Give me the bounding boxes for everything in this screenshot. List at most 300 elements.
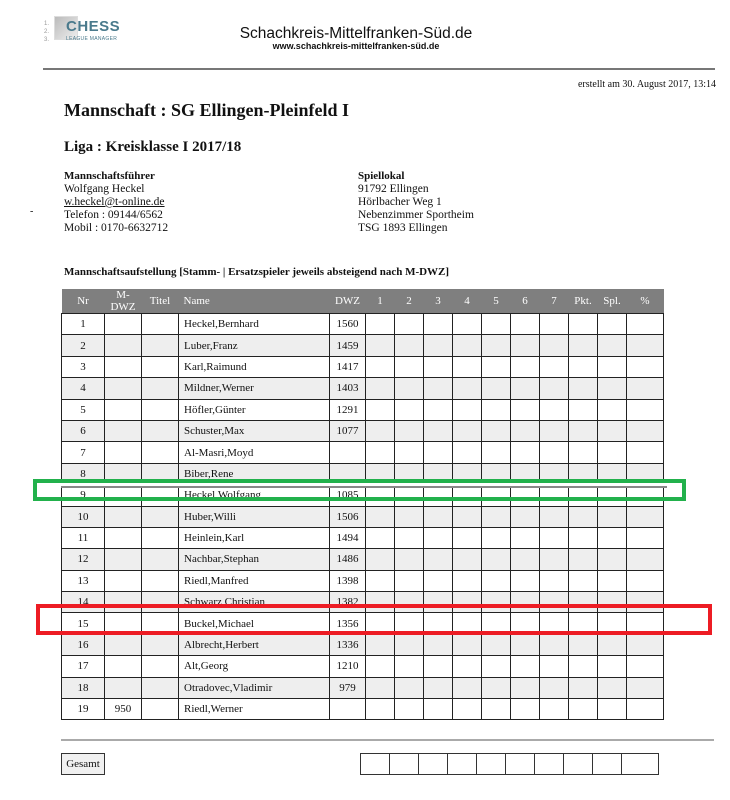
player-mdwz: [105, 570, 142, 591]
round-result-cell: [540, 634, 569, 655]
player-dwz: 1560: [330, 314, 366, 335]
round-result-cell: [395, 656, 424, 677]
round-result-cell: [540, 442, 569, 463]
table-row: [62, 527, 664, 548]
round-result-cell: [395, 378, 424, 399]
percent-cell: [627, 314, 664, 335]
round-result-cell: [366, 549, 395, 570]
round-result-cell: [366, 356, 395, 377]
round-result-cell: [395, 570, 424, 591]
col-round-7: 7: [540, 289, 569, 314]
round-result-cell: [482, 399, 511, 420]
player-dwz: 1077: [330, 420, 366, 441]
col-mdwz: M-DWZ: [105, 289, 142, 314]
table-row: [62, 399, 664, 420]
round-result-cell: [540, 506, 569, 527]
round-result-cell: [366, 506, 395, 527]
points-cell: [569, 570, 598, 591]
player-mdwz: [105, 378, 142, 399]
percent-cell: [627, 527, 664, 548]
player-mdwz: [105, 634, 142, 655]
player-title: [142, 570, 179, 591]
percent-cell: [627, 506, 664, 527]
table-row: [62, 656, 664, 677]
round-result-cell: [540, 527, 569, 548]
games-cell: [598, 634, 627, 655]
points-cell: [569, 677, 598, 698]
player-mdwz: [105, 335, 142, 356]
round-result-cell: [366, 677, 395, 698]
player-dwz: 979: [330, 677, 366, 698]
player-mdwz: [105, 399, 142, 420]
col-points: Pkt.: [569, 289, 598, 314]
captain-info: [64, 170, 168, 235]
round-result-cell: [453, 634, 482, 655]
col-round-3: 3: [424, 289, 453, 314]
percent-cell: [627, 442, 664, 463]
player-name: Schwarz,Christian: [179, 592, 330, 613]
round-result-cell: [424, 420, 453, 441]
points-cell: [569, 527, 598, 548]
player-title: [142, 699, 179, 720]
total-cell: [534, 753, 564, 775]
round-result-cell: [482, 506, 511, 527]
table-row: [62, 378, 664, 399]
round-result-cell: [424, 442, 453, 463]
round-result-cell: [424, 335, 453, 356]
player-name: Höfler,Günter: [179, 399, 330, 420]
round-result-cell: [453, 677, 482, 698]
logo-numbers: [44, 20, 49, 44]
player-dwz: 1417: [330, 356, 366, 377]
round-result-cell: [424, 399, 453, 420]
round-result-cell: [511, 506, 540, 527]
player-name: Alt,Georg: [179, 656, 330, 677]
points-cell: [569, 378, 598, 399]
player-name: Otradovec,Vladimir: [179, 677, 330, 698]
round-result-cell: [395, 399, 424, 420]
logo-num: 1.: [44, 21, 50, 27]
points-cell: [569, 314, 598, 335]
round-result-cell: [511, 549, 540, 570]
round-result-cell: [511, 399, 540, 420]
logo-subtext: LEAGUE MANAGER: [66, 36, 118, 42]
player-nr: 15: [62, 613, 105, 634]
round-result-cell: [511, 656, 540, 677]
points-cell: [569, 506, 598, 527]
games-cell: [598, 442, 627, 463]
round-result-cell: [453, 527, 482, 548]
col-games: Spl.: [598, 289, 627, 314]
player-nr: 9: [62, 485, 105, 506]
total-cell: [389, 753, 419, 775]
player-nr: 4: [62, 378, 105, 399]
round-result-cell: [424, 356, 453, 377]
captain-label: Mannschaftsführer: [64, 170, 155, 182]
round-result-cell: [511, 527, 540, 548]
round-result-cell: [482, 677, 511, 698]
logo-num: 3.: [44, 37, 50, 43]
total-cell: [621, 753, 659, 775]
round-result-cell: [424, 378, 453, 399]
round-result-cell: [395, 420, 424, 441]
percent-cell: [627, 570, 664, 591]
player-mdwz: 950: [105, 699, 142, 720]
player-nr: 8: [62, 463, 105, 484]
venue-label: Spiellokal: [358, 170, 405, 182]
captain-email-link[interactable]: w.heckel@t-online.de: [64, 196, 165, 208]
col-percent: %: [627, 289, 664, 314]
points-cell: [569, 442, 598, 463]
player-nr: 13: [62, 570, 105, 591]
col-round-5: 5: [482, 289, 511, 314]
round-result-cell: [366, 527, 395, 548]
table-row: [62, 634, 664, 655]
total-cell: [447, 753, 477, 775]
player-name: Mildner,Werner: [179, 378, 330, 399]
round-result-cell: [453, 399, 482, 420]
lineup-section-title: Mannschaftsaufstellung [Stamm- | Ersatzspieler jeweils absteigend nach M-DWZ]: [64, 266, 450, 278]
round-result-cell: [511, 570, 540, 591]
round-result-cell: [540, 677, 569, 698]
table-row: [62, 420, 664, 441]
captain-name: Wolfgang Heckel: [64, 183, 145, 195]
logo-num: 2.: [44, 29, 50, 35]
round-result-cell: [395, 314, 424, 335]
player-title: [142, 442, 179, 463]
player-dwz: 1336: [330, 634, 366, 655]
round-result-cell: [540, 699, 569, 720]
venue-info: [358, 170, 474, 235]
col-round-6: 6: [511, 289, 540, 314]
percent-cell: [627, 699, 664, 720]
round-result-cell: [540, 356, 569, 377]
footer-divider: [61, 739, 714, 741]
round-result-cell: [511, 442, 540, 463]
percent-cell: [627, 656, 664, 677]
round-result-cell: [482, 335, 511, 356]
round-result-cell: [366, 699, 395, 720]
round-result-cell: [540, 549, 569, 570]
round-result-cell: [424, 527, 453, 548]
player-nr: 7: [62, 442, 105, 463]
games-cell: [598, 356, 627, 377]
player-nr: 17: [62, 656, 105, 677]
player-mdwz: [105, 420, 142, 441]
table-row: [62, 506, 664, 527]
total-cell: [563, 753, 593, 775]
total-cell: [418, 753, 448, 775]
round-result-cell: [395, 442, 424, 463]
round-result-cell: [540, 378, 569, 399]
total-label: Gesamt: [61, 753, 105, 775]
points-cell: [569, 699, 598, 720]
total-cell: [360, 753, 390, 775]
player-name: Heckel,Wolfgang: [179, 485, 330, 506]
round-result-cell: [482, 314, 511, 335]
player-dwz: [330, 699, 366, 720]
round-result-cell: [540, 399, 569, 420]
round-result-cell: [482, 699, 511, 720]
round-result-cell: [424, 656, 453, 677]
round-result-cell: [366, 335, 395, 356]
player-name: Riedl,Manfred: [179, 570, 330, 591]
round-result-cell: [453, 656, 482, 677]
player-nr: 16: [62, 634, 105, 655]
round-result-cell: [395, 549, 424, 570]
round-result-cell: [395, 677, 424, 698]
player-mdwz: [105, 442, 142, 463]
table-row: [62, 335, 664, 356]
player-nr: 14: [62, 592, 105, 613]
round-result-cell: [511, 634, 540, 655]
player-title: [142, 335, 179, 356]
player-nr: 10: [62, 506, 105, 527]
player-nr: 1: [62, 314, 105, 335]
games-cell: [598, 314, 627, 335]
round-result-cell: [453, 570, 482, 591]
player-title: [142, 378, 179, 399]
games-cell: [598, 506, 627, 527]
round-result-cell: [366, 570, 395, 591]
percent-cell: [627, 356, 664, 377]
player-dwz: 1291: [330, 399, 366, 420]
round-result-cell: [366, 399, 395, 420]
round-result-cell: [453, 356, 482, 377]
round-result-cell: [424, 314, 453, 335]
percent-cell: [627, 677, 664, 698]
points-cell: [569, 549, 598, 570]
table-row: [62, 570, 664, 591]
total-cell: [476, 753, 506, 775]
round-result-cell: [511, 420, 540, 441]
games-cell: [598, 656, 627, 677]
captain-mobile: Mobil : 0170-6632712: [64, 222, 169, 234]
player-mdwz: [105, 527, 142, 548]
player-title: [142, 399, 179, 420]
round-result-cell: [453, 506, 482, 527]
player-dwz: 1506: [330, 506, 366, 527]
round-result-cell: [424, 570, 453, 591]
player-title: [142, 356, 179, 377]
player-dwz: 1403: [330, 378, 366, 399]
player-mdwz: [105, 506, 142, 527]
games-cell: [598, 549, 627, 570]
table-header-row: [62, 289, 664, 314]
player-nr: 6: [62, 420, 105, 441]
venue-line: 91792 Ellingen: [358, 183, 429, 195]
round-result-cell: [453, 549, 482, 570]
percent-cell: [627, 335, 664, 356]
venue-line: Hörlbacher Weg 1: [358, 196, 442, 208]
red-highlight-box: [36, 604, 712, 635]
player-dwz: 1356: [330, 613, 366, 634]
col-dwz: DWZ: [330, 289, 366, 314]
col-name: Name: [179, 289, 330, 314]
points-cell: [569, 356, 598, 377]
player-mdwz: [105, 549, 142, 570]
player-title: [142, 314, 179, 335]
player-title: [142, 634, 179, 655]
round-result-cell: [366, 378, 395, 399]
round-result-cell: [482, 527, 511, 548]
player-mdwz: [105, 356, 142, 377]
col-titel: Titel: [142, 289, 179, 314]
created-timestamp: erstellt am 30. August 2017, 13:14: [577, 79, 716, 90]
player-mdwz: [105, 677, 142, 698]
round-result-cell: [482, 570, 511, 591]
total-cell: [592, 753, 622, 775]
player-title: [142, 506, 179, 527]
round-result-cell: [366, 656, 395, 677]
col-round-2: 2: [395, 289, 424, 314]
lineup-table: [61, 289, 664, 720]
round-result-cell: [540, 656, 569, 677]
round-result-cell: [511, 378, 540, 399]
round-result-cell: [395, 356, 424, 377]
games-cell: [598, 420, 627, 441]
round-result-cell: [511, 314, 540, 335]
table-row: [62, 677, 664, 698]
player-name: Huber,Willi: [179, 506, 330, 527]
total-cells: [361, 753, 659, 775]
green-highlight-box: [33, 479, 686, 501]
player-dwz: 1494: [330, 527, 366, 548]
col-round-1: 1: [366, 289, 395, 314]
games-cell: [598, 570, 627, 591]
round-result-cell: [482, 656, 511, 677]
table-row: [62, 699, 664, 720]
round-result-cell: [482, 442, 511, 463]
round-result-cell: [424, 699, 453, 720]
player-name: Schuster,Max: [179, 420, 330, 441]
chess-league-manager-logo: [44, 14, 134, 48]
player-title: [142, 549, 179, 570]
points-cell: [569, 656, 598, 677]
percent-cell: [627, 420, 664, 441]
player-dwz: 1398: [330, 570, 366, 591]
round-result-cell: [540, 314, 569, 335]
player-mdwz: [105, 314, 142, 335]
player-dwz: 1085: [330, 485, 366, 506]
games-cell: [598, 699, 627, 720]
player-nr: 3: [62, 356, 105, 377]
player-dwz: 1210: [330, 656, 366, 677]
round-result-cell: [482, 549, 511, 570]
round-result-cell: [482, 378, 511, 399]
player-title: [142, 420, 179, 441]
site-url[interactable]: www.schachkreis-mittelfranken-süd.de: [272, 41, 440, 51]
player-dwz: 1486: [330, 549, 366, 570]
round-result-cell: [453, 335, 482, 356]
round-result-cell: [482, 356, 511, 377]
round-result-cell: [482, 420, 511, 441]
player-title: [142, 677, 179, 698]
round-result-cell: [395, 699, 424, 720]
round-result-cell: [366, 314, 395, 335]
captain-phone: Telefon : 09144/6562: [64, 209, 163, 221]
round-result-cell: [453, 314, 482, 335]
player-dwz: 1382: [330, 592, 366, 613]
league-title: Liga : Kreisklasse I 2017/18: [64, 139, 242, 155]
player-title: [142, 527, 179, 548]
table-row: [62, 356, 664, 377]
round-result-cell: [395, 506, 424, 527]
games-cell: [598, 527, 627, 548]
percent-cell: [627, 399, 664, 420]
player-name: Heinlein,Karl: [179, 527, 330, 548]
player-mdwz: [105, 656, 142, 677]
player-nr: 19: [62, 699, 105, 720]
venue-line: TSG 1893 Ellingen: [358, 222, 448, 234]
player-nr: 18: [62, 677, 105, 698]
round-result-cell: [453, 699, 482, 720]
points-cell: [569, 420, 598, 441]
games-cell: [598, 677, 627, 698]
player-nr: 11: [62, 527, 105, 548]
round-result-cell: [395, 527, 424, 548]
round-result-cell: [424, 549, 453, 570]
games-cell: [598, 378, 627, 399]
col-nr: Nr: [62, 289, 105, 314]
round-result-cell: [540, 335, 569, 356]
table-row: [62, 549, 664, 570]
player-dwz: 1459: [330, 335, 366, 356]
player-nr: 12: [62, 549, 105, 570]
player-name: Nachbar,Stephan: [179, 549, 330, 570]
round-result-cell: [366, 420, 395, 441]
player-name: Karl,Raimund: [179, 356, 330, 377]
round-result-cell: [453, 442, 482, 463]
percent-cell: [627, 549, 664, 570]
round-result-cell: [511, 356, 540, 377]
points-cell: [569, 335, 598, 356]
round-result-cell: [366, 442, 395, 463]
games-cell: [598, 399, 627, 420]
player-name: Biber,Rene: [179, 463, 330, 484]
points-cell: [569, 399, 598, 420]
player-name: Heckel,Bernhard: [179, 314, 330, 335]
player-dwz: [330, 442, 366, 463]
round-result-cell: [395, 634, 424, 655]
round-result-cell: [424, 634, 453, 655]
round-result-cell: [424, 506, 453, 527]
games-cell: [598, 335, 627, 356]
round-result-cell: [511, 677, 540, 698]
player-nr: 5: [62, 399, 105, 420]
site-title: Schachkreis-Mittelfranken-Süd.de: [239, 25, 473, 42]
player-name: Luber,Franz: [179, 335, 330, 356]
player-name: Riedl,Werner: [179, 699, 330, 720]
table-row: [62, 442, 664, 463]
header-divider: [43, 68, 715, 70]
round-result-cell: [366, 634, 395, 655]
percent-cell: [627, 378, 664, 399]
points-cell: [569, 634, 598, 655]
percent-cell: [627, 634, 664, 655]
dash-mark: -: [30, 206, 34, 217]
player-title: [142, 656, 179, 677]
player-name: Albrecht,Herbert: [179, 634, 330, 655]
round-result-cell: [424, 677, 453, 698]
logo-text: CHESS: [66, 18, 121, 35]
round-result-cell: [453, 378, 482, 399]
round-result-cell: [482, 634, 511, 655]
round-result-cell: [540, 420, 569, 441]
round-result-cell: [540, 570, 569, 591]
round-result-cell: [511, 335, 540, 356]
round-result-cell: [511, 699, 540, 720]
